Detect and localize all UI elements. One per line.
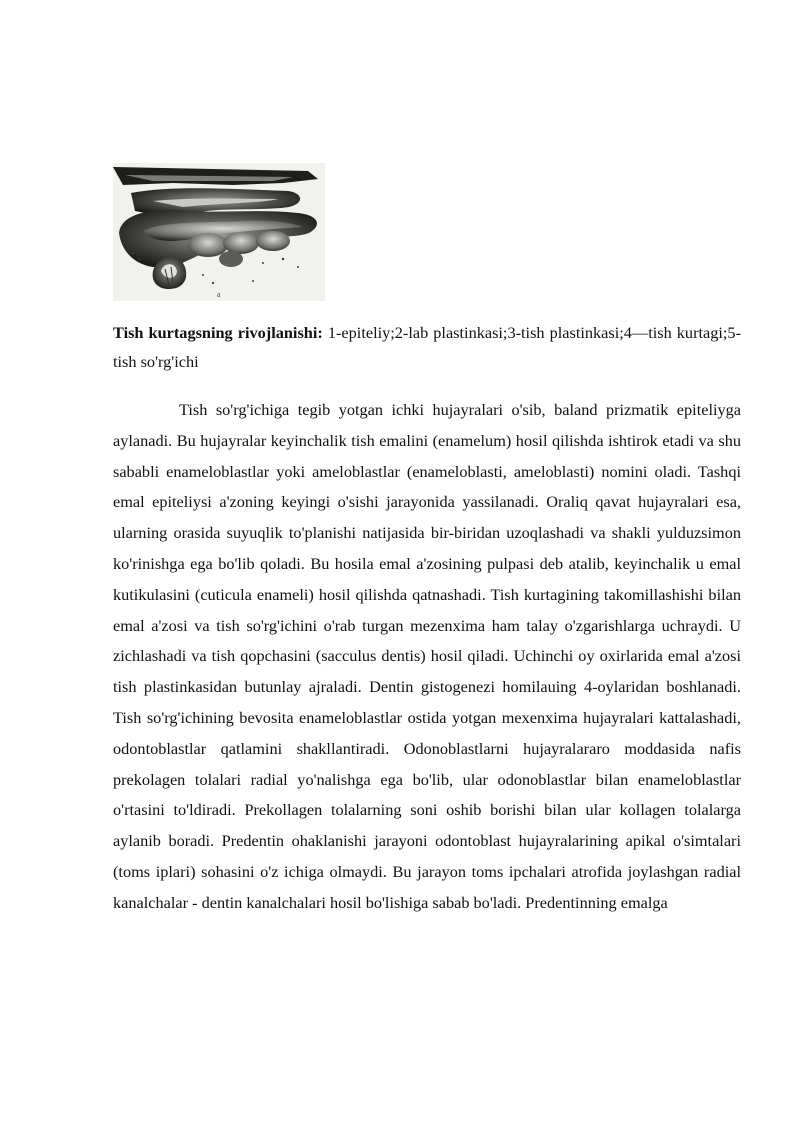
caption-text: 1-epiteliy;2-lab plastinkasi;3-tish plastinkasi;4—tish kurtagi;5-tish so'rg'ichi xyxy=(113,323,741,371)
tooth-bud-histology-image xyxy=(113,163,325,301)
figure-caption xyxy=(113,318,741,376)
figure-corner-label: a xyxy=(217,290,221,299)
body-paragraph: Tish so'rg'ichiga tegib yotgan ichki hujayralari o'sib, baland prizmatik epiteliyga aylanadi. Bu hujayralar keyinchalik tish emalini (enamelum) hosil qilishda ishtirok etadi va shu sababli enameloblastlar yoki ameloblastlar (enameloblasti, ameloblasti) nomini oladi. Tashqi emal epiteliysi a'zoning keyingi o'sishi jarayonida yassilanadi. Oraliq qavat hujayralari esa, ularning orasida suyuqlik to'planishi natijasida bir-biridan uzoqlashadi va shakli yulduzsimon ko'rinishga ega bo'lib qoladi. Bu hosila emal a'zosining pulpasi deb atalib, keyinchalik u emal kutikulasini (cuticula enameli) hosil qilishda qatnashadi. Tish kurtagining takomillashishi bilan emal a'zosi va tish so'rg'ichini o'rab turgan mezenxima ham talay o'zgarishlarga uchraydi. U zichlashadi va tish qopchasini (sacculus dentis) hosil qiladi. Uchinchi oy oxirlarida emal a'zosi tish plastinkasidan butunlay ajraladi. Dentin gistogenezi homilauing 4-oylaridan boshlanadi. Tish so'rg'ichining bevosita enameloblastlar ostida yotgan mexenxima hujayralari kattalashadi, odontoblastlar qatlamini shakllantiradi. Odonoblastlarni hujayralararo moddasida nafis prekolagen tolalari radial yo'nalishga ega bo'lib, ular odonoblastlar bilan enameloblastlar o'rtasini to'ldiradi. Prekollagen tolalarning soni oshib borishi bilan ular kollagen tolalarga aylanib boradi. Predentin ohaklanishi jarayoni odontoblast hujayralarining apikal o'simtalari (toms iplari) sohasini o'z ichiga olmaydi. Bu jarayon toms ipchalari atrofida joylashgan radial kanalchalar - dentin kanalchalari hosil bo'lishiga sabab bo'ladi. Predentinning emalga xyxy=(113,400,741,912)
caption-title: Tish kurtagsning rivojlanishi: xyxy=(113,323,323,342)
histology-drawing xyxy=(113,163,325,301)
